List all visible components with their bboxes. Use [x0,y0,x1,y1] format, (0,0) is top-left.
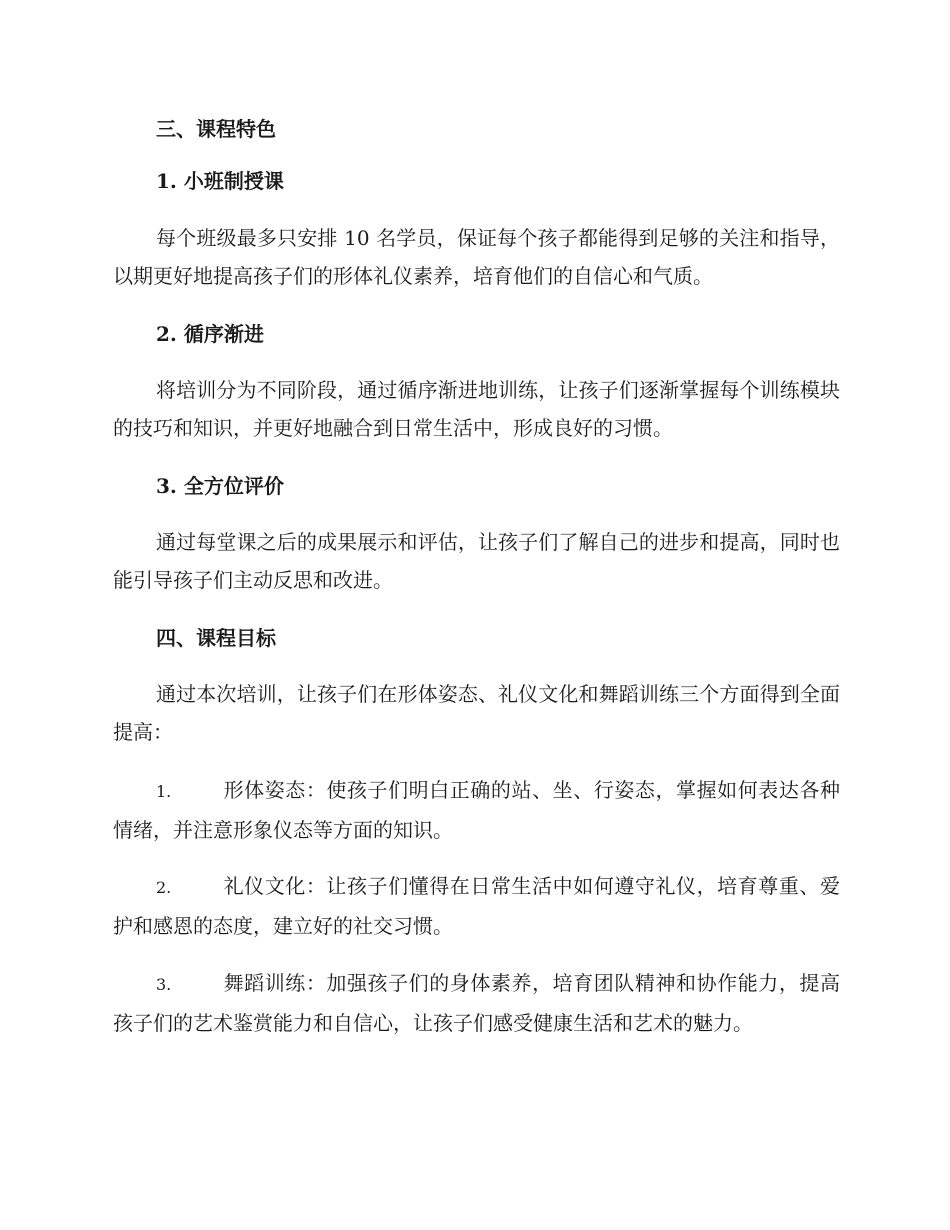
section-heading-course-goals: 四、课程目标 [156,626,276,650]
list-item-text: 形体姿态：使孩子们明白正确的站、坐、行姿态，掌握如何表达各种情绪，并注意形象仪态等方面的知识。 [113,778,840,842]
list-number: 2. [156,878,172,897]
goal-list-item [113,771,840,849]
goal-list-item [113,867,840,945]
subsection-heading-step-by-step: 2. 循序渐进 [156,322,264,346]
paragraph-small-class: 每个班级最多只安排 10 名学员，保证每个孩子都能得到足够的关注和指导，以期更好地提高孩子们的形体礼仪素养，培育他们的自信心和气质。 [113,226,840,288]
subsection-heading-small-class: 1. 小班制授课 [156,169,284,193]
list-item-text: 礼仪文化：让孩子们懂得在日常生活中如何遵守礼仪，培育尊重、爱护和感恩的态度，建立好的社交习惯。 [113,874,840,938]
subsection-heading-evaluation: 3. 全方位评价 [156,474,284,498]
paragraph-goals-intro: 通过本次培训，让孩子们在形体姿态、礼仪文化和舞蹈训练三个方面得到全面提高： [113,682,840,744]
list-number: 3. [156,975,172,994]
goal-list-item [113,964,840,1042]
paragraph-evaluation: 通过每堂课之后的成果展示和评估，让孩子们了解自己的进步和提高，同时也能引导孩子们主动反思和改进。 [113,530,840,592]
list-item-text: 舞蹈训练：加强孩子们的身体素养，培育团队精神和协作能力，提高孩子们的艺术鉴赏能力和自信心，让孩子们感受健康生活和艺术的魅力。 [113,971,840,1035]
paragraph-step-by-step: 将培训分为不同阶段，通过循序渐进地训练，让孩子们逐渐掌握每个训练模块的技巧和知识，并更好地融合到日常生活中，形成良好的习惯。 [113,378,840,440]
section-heading-course-features: 三、课程特色 [156,117,276,141]
list-number: 1. [156,782,172,801]
